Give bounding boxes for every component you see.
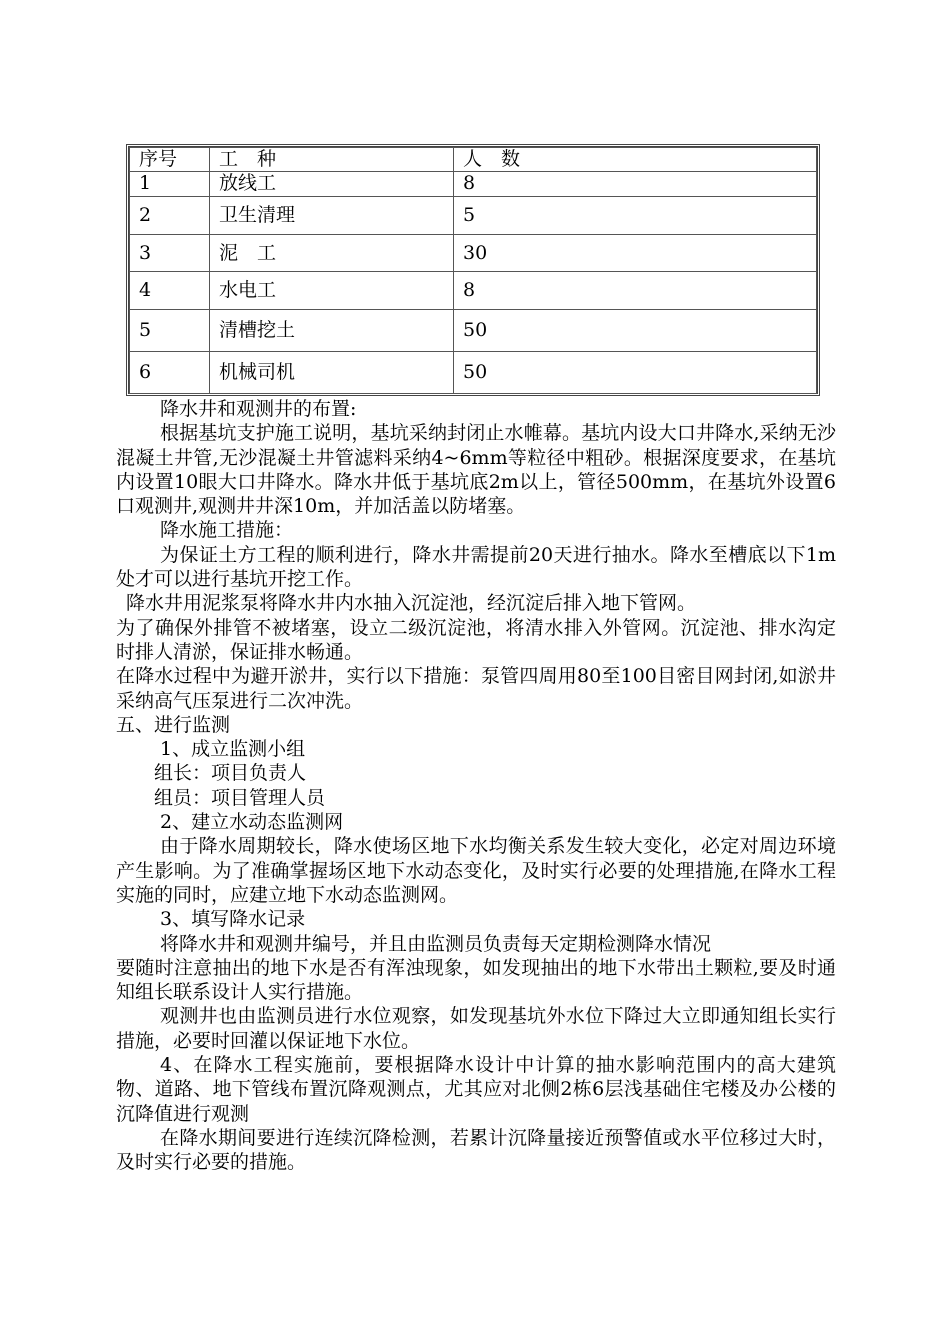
heading-well-layout: 降水井和观测井的布置: [160, 398, 357, 420]
cell-trade: 机械司机 [210, 352, 454, 394]
cell-trade: 泥 工 [210, 235, 454, 272]
item-monitoring-team: 1、成立监测小组 [160, 738, 306, 761]
paragraph-settlement-monitoring: 在降水期间要进行连续沉降检测，若累计沉降量接近预警值或水平位移过大时，及时实行必要的措施。 [116, 1126, 836, 1174]
cell-count: 30 [454, 235, 817, 272]
paragraph-well-layout: 根据基坑支护施工说明，基坑采纳封闭止水帷幕。基坑内设大口井降水,采纳无沙混凝土井管,无沙混凝土井管滤料采纳4~6mm等粒径中粗砂。根据深度要求，在基坑内设置10眼大口井降水。降水井低于基坑底2m以上，管径500mm，在基坑外设置6口观测井,观测井井深10m，并加活盖以防堵塞。 [116, 422, 836, 518]
paragraph-monitoring-network: 由于降水周期较长，降水使场区地下水均衡关系发生较大变化，必定对周边环境产生影响。为了准确掌握场区地下水动态变化，及时实行必要的处理措施,在降水工程实施的同时，应建立地下水动态监测网。 [116, 835, 836, 906]
cell-trade: 水电工 [210, 272, 454, 310]
cell-no: 3 [130, 235, 210, 272]
paragraph-turbidity-check: 要随时注意抽出的地下水是否有浑浊现象，如发现抽出的地下水带出土颗粒,要及时通知组长联系设计人实行措施。 [116, 956, 836, 1004]
cell-count: 50 [454, 310, 817, 352]
paragraph-mud-pump: 降水井用泥浆泵将降水井内水抽入沉淀池，经沉淀后排入地下管网。 [126, 592, 697, 615]
cell-count: 8 [454, 272, 817, 310]
table-row [130, 310, 817, 352]
cell-trade: 清槽挖土 [210, 310, 454, 352]
heading-dewatering-measures: 降水施工措施： [160, 519, 294, 542]
item-team-leader: 组长：项目负责人 [154, 762, 307, 785]
paragraph-pumping-schedule: 为保证土方工程的顺利进行，降水井需提前20天进行抽水。降水至槽底以下1m处才可以进行基坑开挖工作。 [116, 543, 836, 591]
table-row [130, 197, 817, 235]
item-monitoring-network: 2、建立水动态监测网 [160, 811, 344, 834]
cell-no: 5 [130, 310, 210, 352]
cell-no: 6 [130, 352, 210, 394]
paragraph-settlement-points: 4、在降水工程实施前，要根据降水设计中计算的抽水影响范围内的高大建筑物、道路、地下管线布置沉降观测点，尤其应对北侧2栋6层浅基础住宅楼及办公楼的沉降值进行观测 [116, 1054, 836, 1125]
paragraph-silting-measures: 在降水过程中为避开淤井，实行以下措施：泵管四周用80至100目密目网封闭,如淤井采纳高气压泵进行二次冲洗。 [116, 665, 836, 712]
item-dewatering-record: 3、填写降水记录 [160, 908, 306, 931]
cell-trade: 卫生清理 [210, 197, 454, 235]
table-row [130, 235, 817, 272]
item-team-members: 组员：项目管理人员 [154, 786, 326, 809]
paragraph-settling-tank: 为了确保外排管不被堵塞，设立二级沉淀池，将清水排入外管网。沉淀池、排水沟定时排人清淤，保证排水畅通。 [116, 616, 836, 663]
cell-count: 5 [454, 197, 817, 235]
header-no: 序号 [130, 148, 210, 172]
table-header-row [130, 148, 817, 172]
cell-count: 50 [454, 352, 817, 394]
paragraph-water-level-observation: 观测井也由监测员进行水位观察，如发现基坑外水位下降过大立即通知组长实行措施，必要时回灌以保证地下水位。 [116, 1005, 836, 1052]
cell-no: 4 [130, 272, 210, 310]
section-heading-monitoring: 五、进行监测 [116, 713, 231, 736]
header-count: 人 数 [454, 148, 817, 172]
workers-table-frame [126, 144, 820, 396]
cell-count: 8 [454, 172, 817, 197]
table-row [130, 352, 817, 394]
body-text [116, 397, 836, 1175]
cell-trade: 放线工 [210, 172, 454, 197]
cell-no: 1 [130, 172, 210, 197]
header-trade: 工 种 [210, 148, 454, 172]
cell-no: 2 [130, 197, 210, 235]
workers-table [129, 147, 817, 394]
table-row [130, 272, 817, 310]
paragraph-well-numbering: 将降水井和观测井编号，并且由监测员负责每天定期检测降水情况 [160, 932, 712, 955]
table-row [130, 172, 817, 197]
